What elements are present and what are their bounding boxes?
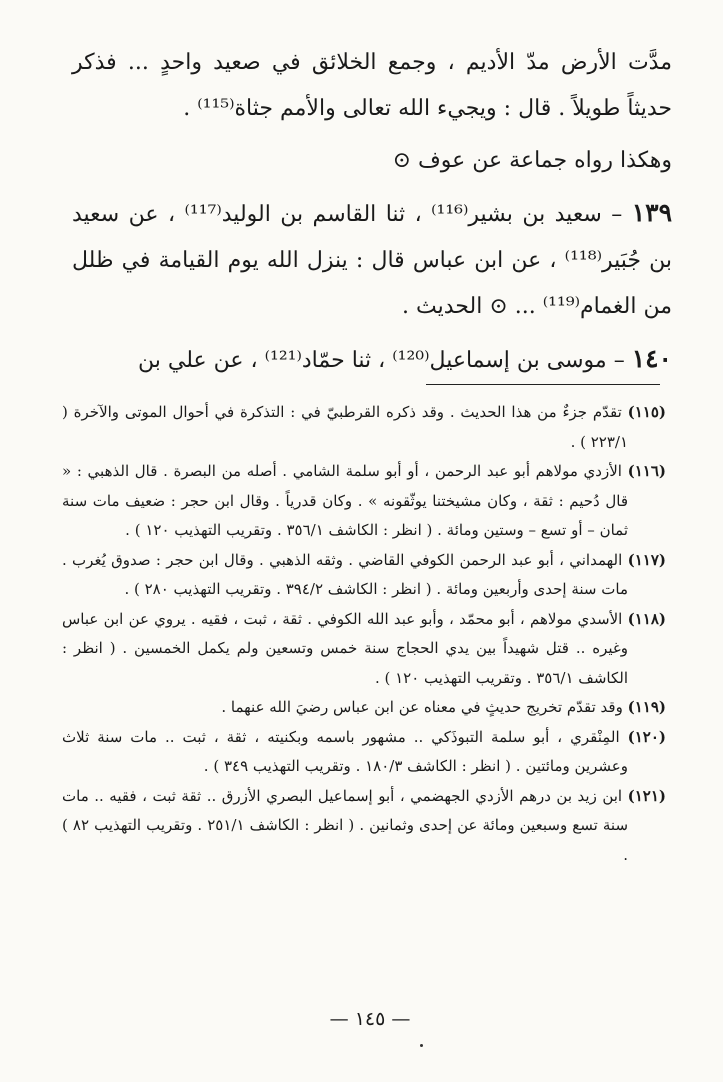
page-number: — ١٤٥ — [329,1008,411,1030]
paragraph-1: مدَّت الأرض مدّ الأديم ، وجمع الخلائق في صعيد واحدٍ ... فذكر حديثاً طويلاً . قال : ويجيء الله تعالى والأمم جثاة⁽¹¹⁵⁾ . [72,50,672,121]
main-text [72,40,672,390]
footnote-text: الهمداني ، أبو عبد الرحمن الكوفي القاضي . وثقه الذهبي . وقال ابن حجر : صدوق يُغرب . مات سنة إحدى وأربعين ومائة . ( انظر : الكاشف ٣٩٤/٢ . وتقريب التهذيب ٢٨٠ ) . [62,550,628,598]
footnotes [62,398,666,870]
footnote-text: المِنْقري ، أبو سلمة التبوذَكي .. مشهور باسمه وبكنيته ، ثقة ، ثبت .. مات سنة ثلاث وعشرين ومائتين . ( انظر : الكاشف ١٨٠/٣ . وتقريب التهذيب ٣٤٩ ) . [62,727,628,775]
footnote-text: تقدّم جزءٌ من هذا الحديث . وقد ذكره القرطبيّ في : التذكرة في أحوال الموتى والآخرة ( ٢٢٣/١ ) . [62,403,628,451]
footnote-number: (١١٥) [627,403,666,421]
entry-number: ١٣٩ [631,198,673,227]
footnote [62,723,666,782]
stray-dot [420,1044,423,1047]
footnote [62,457,666,546]
footnote-text: الأزدي مولاهم أبو عبد الرحمن ، أو أبو سلمة الشامي . أصله من البصرة . قال الذهبي : « قال دُحيم : ثقة ، وكان مشيختنا يوثّقونه » . وكان قدرياً . وقال ابن حجر : ضعيف مات سنة ثمان – أو تسع – وستين ومائة . ( انظر : الكاشف ٣٥٦/١ . وتقريب التهذيب ١٢٠ ) . [62,462,628,539]
paragraph-2: وهكذا رواه جماعة عن عوف ⊙ [392,148,672,173]
footnote [62,693,666,723]
footnote-number: (١١٦) [627,462,666,480]
footnote-text: ابن زيد بن درهم الأزدي الجهضمي ، أبو إسماعيل البصري الأزرق .. ثقة ثبت ، فقيه .. مات سنة تسع وسبعين ومائة عن إحدى وثمانين . ( انظر : الكاشف ٢٥١/١ . وتقريب التهذيب ٨٢ ) . [62,786,629,864]
footnote-separator [426,384,660,385]
footnote [62,605,666,694]
footnote [62,546,666,605]
footnote-text: وقد تقدّم تخريج حديثٍ في معناه عن ابن عباس رضيَ الله عنهما . [221,698,623,716]
footnote-text: الأسدي مولاهم ، أبو محمّد ، وأبو عبد الله الكوفي . ثقة ، ثبت ، فقيه . يروي عن ابن عباس وغيره .. قتل شهيداً بين يدي الحجاج سنة خمس وتسعين ولم يكمل الخمسين . ( انظر : الكاشف ٣٥٦/١ . وتقريب التهذيب ١٢٠ ) . [62,609,628,687]
footnote-number: (١١٩) [627,698,666,716]
footnote-number: (١١٧) [627,550,666,569]
footnote-number: (١١٨) [627,609,666,628]
entry-140 [72,336,672,384]
footnote-number: (١٢١) [627,786,666,805]
footnote [62,782,666,871]
entry-text: – سعيد بن بشير⁽¹¹⁶⁾ ، ثنا القاسم بن الوليد⁽¹¹⁷⁾ ، عن سعيد بن جُبَير⁽¹¹⁸⁾ ، عن ابن عباس قال : ينزل الله يوم القيامة في ظلل من الغمام⁽¹¹⁹⁾ ... ⊙ الحديث . [72,202,672,319]
footnote-number: (١٢٠) [627,727,666,746]
entry-139 [72,190,672,330]
entry-text: – موسى بن إسماعيل⁽¹²⁰⁾ ، ثنا حمّاد⁽¹²¹⁾ ، عن علي بن [138,348,625,373]
footnote [62,398,666,457]
entry-number: ١٤٠ [631,344,672,373]
